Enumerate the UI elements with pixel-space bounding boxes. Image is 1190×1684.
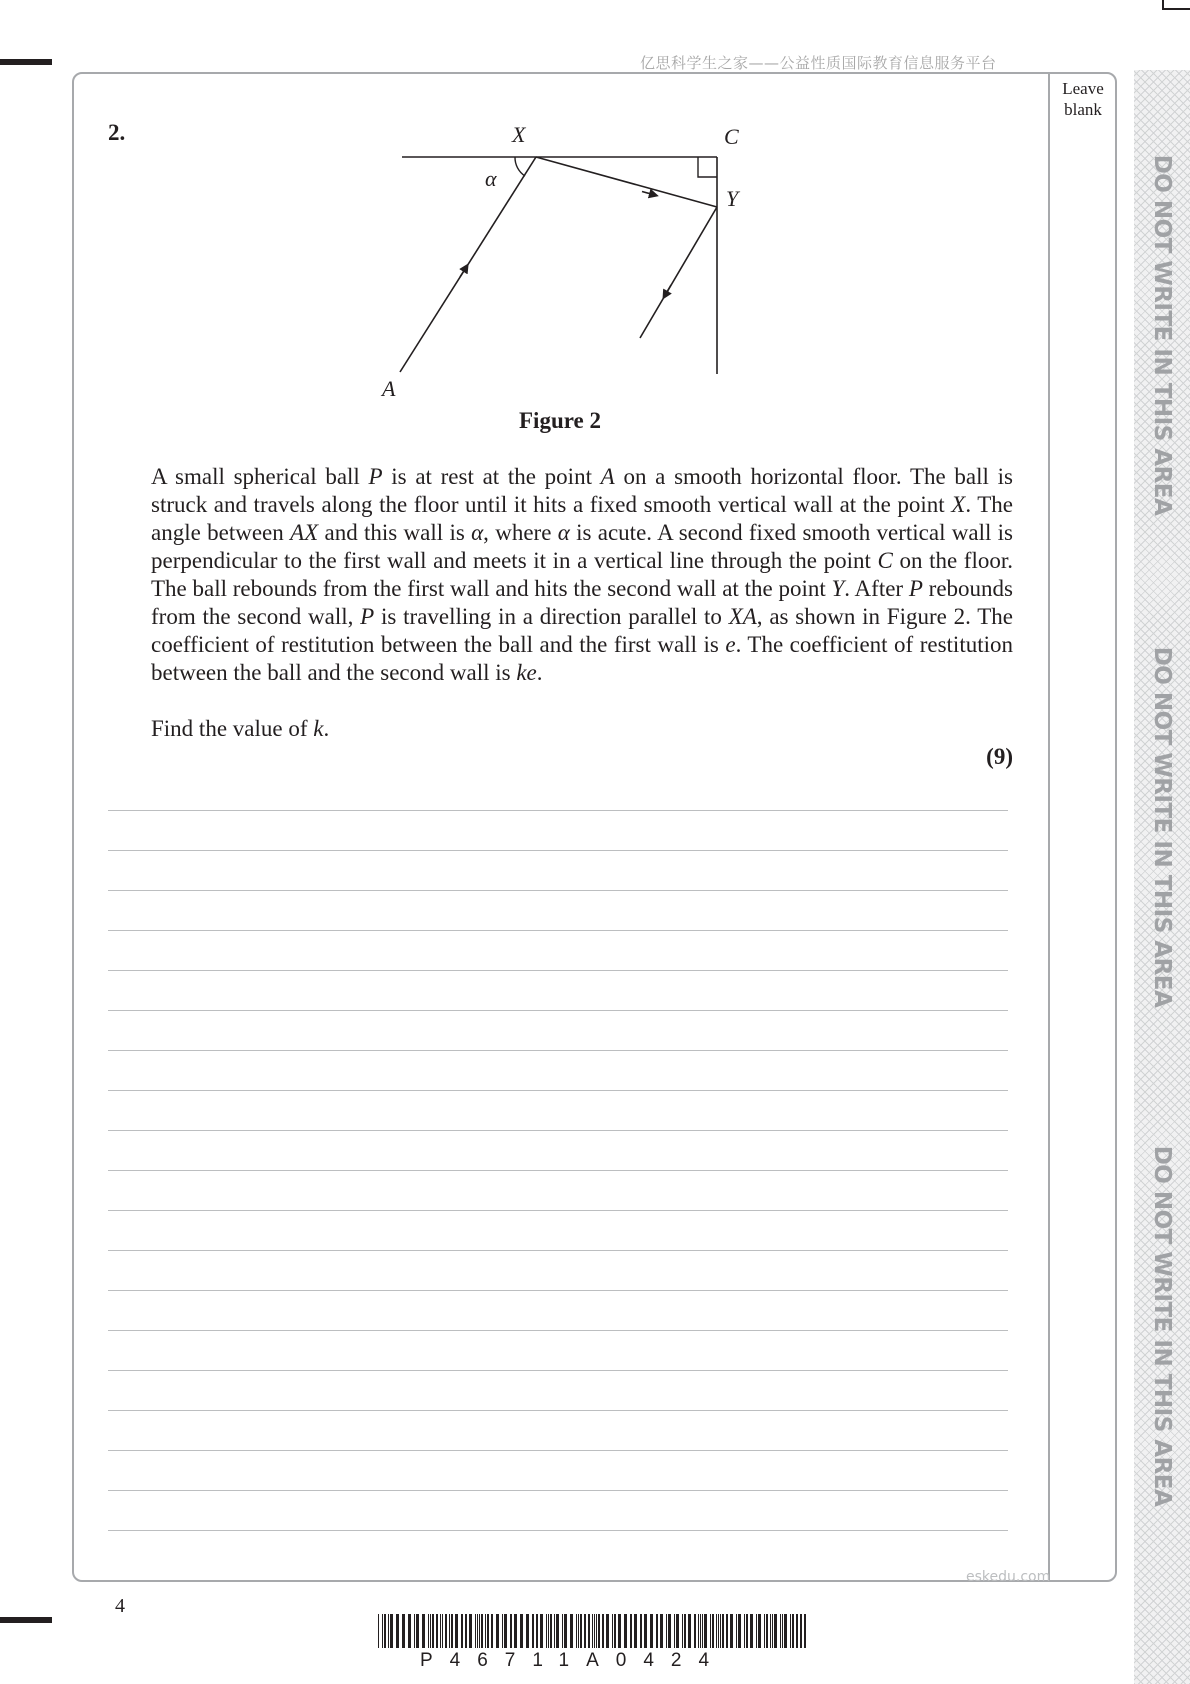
answer-line[interactable] xyxy=(108,1050,1008,1051)
barcode-bar xyxy=(674,1614,675,1648)
barcode-bar xyxy=(422,1614,425,1648)
alpha-arc xyxy=(515,157,525,176)
barcode-bar xyxy=(485,1614,486,1648)
instruction-suffix: . xyxy=(323,716,330,741)
answer-line[interactable] xyxy=(108,1250,1008,1251)
do-not-write-text-1: DO NOT WRITE IN THIS AREA xyxy=(1149,154,1175,516)
barcode-bar xyxy=(726,1614,728,1648)
answer-line[interactable] xyxy=(108,930,1008,931)
barcode-bar xyxy=(554,1614,555,1648)
edge-mark-bottom xyxy=(0,1617,52,1623)
header-watermark: 亿思科学生之家——公益性质国际教育信息服务平台 xyxy=(640,54,997,72)
barcode-bar xyxy=(598,1614,600,1648)
barcode-bar xyxy=(416,1614,419,1648)
answer-line[interactable] xyxy=(108,1170,1008,1171)
question-number: 2. xyxy=(108,120,126,145)
barcode-bar xyxy=(388,1614,389,1648)
barcode-bar xyxy=(684,1614,686,1648)
answer-line[interactable] xyxy=(108,1330,1008,1331)
answer-line[interactable] xyxy=(108,810,1008,811)
label-y: Y xyxy=(726,186,739,211)
barcode-bar xyxy=(576,1614,577,1648)
leave-blank-label xyxy=(1052,78,1114,120)
question-paragraph: A small spherical ball P is at rest at the point A on a smooth horizontal floor. The ball is struck and travels along the floor until it hits a fixed smooth vertical wall at the point X. The angle between AX and this wall is α, where α is acute. A second fixed smooth vertical wall is perpendicular to the first wall and meets it in a vertical line through the point C on the floor. The ball rebounds from the first wall and hits the second wall at the point Y. After P rebounds from the second wall, P is travelling in a direction parallel to XA, as shown in Figure 2. The coefficient of restitution between the ball and the first wall is e. The coefficient of restitution between the ball and the second wall is ke. xyxy=(151,464,1014,685)
barcode-bar xyxy=(562,1614,563,1648)
answer-line[interactable] xyxy=(108,1410,1008,1411)
barcode-bar xyxy=(634,1614,637,1648)
page-number: 4 xyxy=(115,1595,125,1617)
barcode-bar xyxy=(704,1614,707,1648)
barcode-bar xyxy=(730,1614,733,1648)
answer-line[interactable] xyxy=(108,1530,1008,1531)
barcode-bar xyxy=(382,1614,383,1648)
barcode-bar xyxy=(700,1614,701,1648)
instruction-prefix: Find the value of xyxy=(151,716,314,741)
barcode-bar xyxy=(800,1614,802,1648)
barcode-bar xyxy=(688,1614,691,1648)
arrow-a-to-x xyxy=(460,268,466,278)
barcode-bar xyxy=(612,1614,613,1648)
barcode-bar xyxy=(540,1614,543,1648)
barcode-bar xyxy=(514,1614,517,1648)
answer-line[interactable] xyxy=(108,1010,1008,1011)
barcode-bar xyxy=(451,1614,453,1648)
leave-blank-divider xyxy=(1048,72,1050,1582)
barcode-bar xyxy=(780,1614,781,1648)
barcode-bar xyxy=(596,1614,597,1648)
barcode-bar xyxy=(698,1614,699,1648)
do-not-write-text-3: DO NOT WRITE IN THIS AREA xyxy=(1149,1145,1175,1507)
answer-line[interactable] xyxy=(108,1450,1008,1451)
barcode-bar xyxy=(758,1614,761,1648)
marks-label: (9) xyxy=(986,744,1013,769)
site-watermark: eskedu.com xyxy=(966,1569,1051,1585)
barcode-bar xyxy=(774,1614,777,1648)
barcode-bar xyxy=(536,1614,538,1648)
answer-line[interactable] xyxy=(108,1130,1008,1131)
barcode-bar xyxy=(784,1614,787,1648)
barcode-bar xyxy=(602,1614,604,1648)
barcode-bar xyxy=(606,1614,609,1648)
barcode-bar xyxy=(694,1614,696,1648)
barcode-bar xyxy=(520,1614,523,1648)
barcode-bar xyxy=(644,1614,647,1648)
question-text xyxy=(151,463,1013,687)
figure-caption: Figure 2 xyxy=(519,408,601,433)
barcode-bar xyxy=(792,1614,794,1648)
barcode-bar xyxy=(766,1614,768,1648)
barcode-bar xyxy=(532,1614,534,1648)
barcode-bar xyxy=(414,1614,415,1648)
barcode-bar xyxy=(384,1614,386,1648)
barcode-bar xyxy=(445,1614,447,1648)
barcode-bar xyxy=(510,1614,512,1648)
barcode-bar xyxy=(660,1614,663,1648)
barcode-bar xyxy=(736,1614,737,1648)
barcode-bar xyxy=(702,1614,703,1648)
arrow-y-away xyxy=(665,285,671,295)
path-y-away xyxy=(640,207,717,338)
barcode-bar xyxy=(556,1614,559,1648)
answer-line[interactable] xyxy=(108,1290,1008,1291)
barcode-bar xyxy=(408,1614,411,1648)
barcode-bar xyxy=(442,1614,443,1648)
barcode-bar xyxy=(656,1614,658,1648)
barcode-bar xyxy=(430,1614,431,1648)
barcode-bar xyxy=(650,1614,653,1648)
path-a-to-x xyxy=(400,157,536,372)
arrow-x-to-y xyxy=(642,192,654,195)
barcode-bar xyxy=(770,1614,771,1648)
barcode-bar xyxy=(402,1614,405,1648)
answer-line[interactable] xyxy=(108,890,1008,891)
barcode-bar xyxy=(578,1614,579,1648)
barcode-bar xyxy=(564,1614,567,1648)
label-alpha: α xyxy=(485,166,497,191)
barcode-bar xyxy=(432,1614,434,1648)
question-instruction xyxy=(151,716,329,742)
barcode-bar xyxy=(640,1614,642,1648)
barcode xyxy=(378,1614,808,1654)
barcode-bar xyxy=(479,1614,480,1648)
barcode-bar xyxy=(614,1614,616,1648)
barcode-bar xyxy=(804,1614,806,1648)
leave-blank-line2: blank xyxy=(1064,100,1102,119)
answer-line[interactable] xyxy=(108,1370,1008,1371)
barcode-bar xyxy=(710,1614,711,1648)
leave-blank-line1: Leave xyxy=(1062,79,1104,98)
barcode-bar xyxy=(716,1614,717,1648)
barcode-bar xyxy=(630,1614,632,1648)
barcode-bar xyxy=(504,1614,507,1648)
edge-mark-top xyxy=(0,59,52,65)
crop-mark-top-right-h xyxy=(1164,8,1190,10)
barcode-bar xyxy=(744,1614,745,1648)
barcode-bar xyxy=(465,1614,467,1648)
path-x-to-y xyxy=(536,157,717,207)
figure-2-diagram xyxy=(360,120,770,405)
barcode-bar xyxy=(481,1614,483,1648)
barcode-bar xyxy=(618,1614,621,1648)
barcode-bar xyxy=(772,1614,773,1648)
barcode-bar xyxy=(624,1614,627,1648)
barcode-bar xyxy=(491,1614,493,1648)
barcode-bar xyxy=(570,1614,573,1648)
barcode-bar xyxy=(526,1614,529,1648)
barcode-bar xyxy=(449,1614,450,1648)
barcode-bar xyxy=(750,1614,753,1648)
barcode-bar xyxy=(461,1614,463,1648)
barcode-bar xyxy=(588,1614,590,1648)
barcode-bar xyxy=(428,1614,429,1648)
barcode-bar xyxy=(436,1614,438,1648)
barcode-bar xyxy=(378,1614,379,1648)
answer-line[interactable] xyxy=(108,1490,1008,1491)
label-c: C xyxy=(724,124,739,149)
instruction-variable: k xyxy=(313,716,324,741)
barcode-bar xyxy=(496,1614,499,1648)
barcode-bar xyxy=(440,1614,441,1648)
barcode-bar xyxy=(718,1614,719,1648)
barcode-bar xyxy=(396,1614,399,1648)
barcode-bar xyxy=(722,1614,724,1648)
barcode-bar xyxy=(487,1614,489,1648)
label-x: X xyxy=(512,122,526,147)
barcode-bar xyxy=(666,1614,667,1648)
answer-line[interactable] xyxy=(108,1210,1008,1211)
barcode-bar xyxy=(682,1614,683,1648)
barcode-bar xyxy=(668,1614,671,1648)
barcode-bar xyxy=(764,1614,765,1648)
answer-line[interactable] xyxy=(108,970,1008,971)
barcode-bar xyxy=(584,1614,586,1648)
barcode-bar xyxy=(676,1614,679,1648)
barcode-bar xyxy=(712,1614,714,1648)
label-a: A xyxy=(382,376,396,401)
barcode-bar xyxy=(390,1614,393,1648)
barcode-bar xyxy=(592,1614,593,1648)
barcode-bar xyxy=(455,1614,458,1648)
barcode-bar xyxy=(469,1614,472,1648)
barcode-bar xyxy=(550,1614,552,1648)
barcode-bar xyxy=(738,1614,741,1648)
barcode-bar xyxy=(796,1614,798,1648)
barcode-bar xyxy=(790,1614,791,1648)
barcode-bar xyxy=(475,1614,476,1648)
barcode-digits: P46711A0424 xyxy=(420,1650,727,1671)
barcode-bar xyxy=(477,1614,478,1648)
right-angle-mark xyxy=(698,157,717,177)
barcode-bar xyxy=(580,1614,582,1648)
barcode-bar xyxy=(594,1614,595,1648)
answer-line[interactable] xyxy=(108,1090,1008,1091)
barcode-bar xyxy=(502,1614,503,1648)
answer-line[interactable] xyxy=(108,850,1008,851)
barcode-bar xyxy=(548,1614,549,1648)
barcode-bar xyxy=(782,1614,783,1648)
barcode-bar xyxy=(720,1614,721,1648)
barcode-bar xyxy=(546,1614,547,1648)
barcode-bar xyxy=(756,1614,757,1648)
do-not-write-text-2: DO NOT WRITE IN THIS AREA xyxy=(1149,646,1175,1008)
barcode-bar xyxy=(746,1614,748,1648)
